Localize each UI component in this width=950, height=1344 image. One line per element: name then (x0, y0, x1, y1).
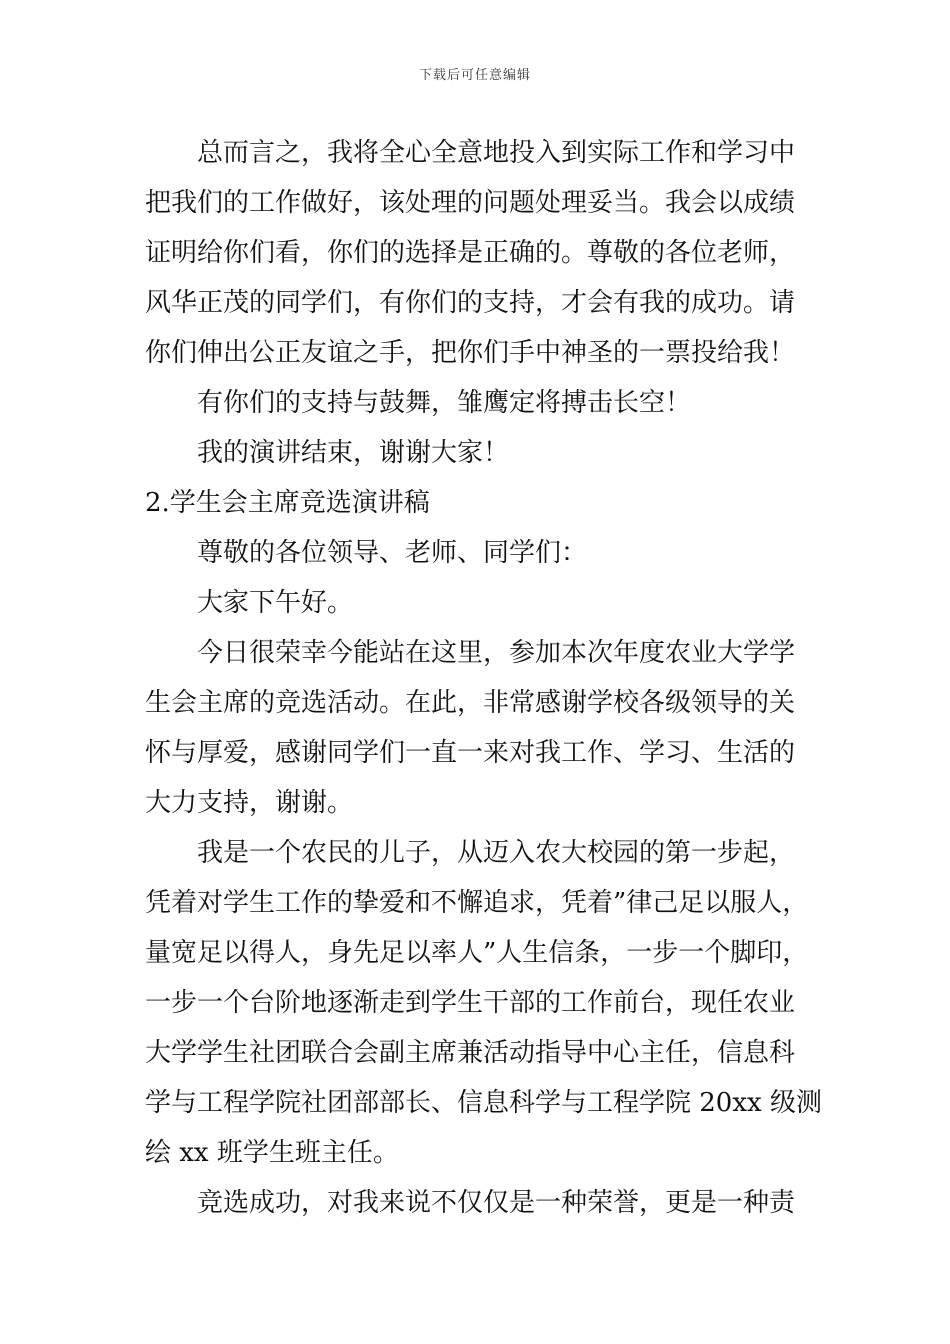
text-line: 量宽足以得人，身先足以率人”人生信条，一步一个脚印， (145, 938, 809, 968)
text-line: 一步一个台阶地逐渐走到学生干部的工作前台，现任农业 (145, 988, 796, 1018)
text-line: 今日很荣幸今能站在这里，参加本次年度农业大学学 (197, 638, 796, 668)
text-line: 学与工程学院社团部部长、信息科学与工程学院 20xx 级测 (145, 1088, 822, 1118)
text-line: 绘 xx 班学生班主任。 (145, 1138, 399, 1168)
text-line: 总而言之，我将全心全意地投入到实际工作和学习中 (197, 138, 796, 168)
text-line: 我是一个农民的儿子，从迈入农大校园的第一步起， (197, 838, 796, 868)
text-line: 大力支持，谢谢。 (145, 788, 354, 818)
text-line: 大家下午好。 (197, 588, 354, 618)
page-header-note: 下载后可任意编辑 (418, 68, 531, 83)
text-line: 凭着对学生工作的挚爱和不懈追求，凭着”律己足以服人， (145, 888, 809, 918)
text-line: 证明给你们看，你们的选择是正确的。尊敬的各位老师， (145, 238, 796, 268)
text-line: 把我们的工作做好，该处理的问题处理妥当。我会以成绩 (145, 188, 796, 218)
text-line: 风华正茂的同学们，有你们的支持，才会有我的成功。请 (145, 288, 796, 318)
text-line: 怀与厚爱，感谢同学们一直一来对我工作、学习、生活的 (145, 738, 796, 768)
text-line: 竞选成功，对我来说不仅仅是一种荣誉，更是一种责 (197, 1188, 796, 1218)
text-line: 你们伸出公正友谊之手，把你们手中神圣的一票投给我！ (145, 338, 796, 368)
text-line: 有你们的支持与鼓舞，雏鹰定将搏击长空！ (197, 388, 692, 418)
section-heading: 2.学生会主席竞选演讲稿 (145, 488, 430, 518)
text-line: 尊敬的各位领导、老师、同学们： (197, 538, 588, 568)
text-line: 我的演讲结束，谢谢大家！ (197, 438, 510, 468)
document-body (145, 128, 825, 1228)
text-line: 大学学生社团联合会副主席兼活动指导中心主任，信息科 (145, 1038, 796, 1068)
text-line: 生会主席的竞选活动。在此，非常感谢学校各级领导的关 (145, 688, 796, 718)
